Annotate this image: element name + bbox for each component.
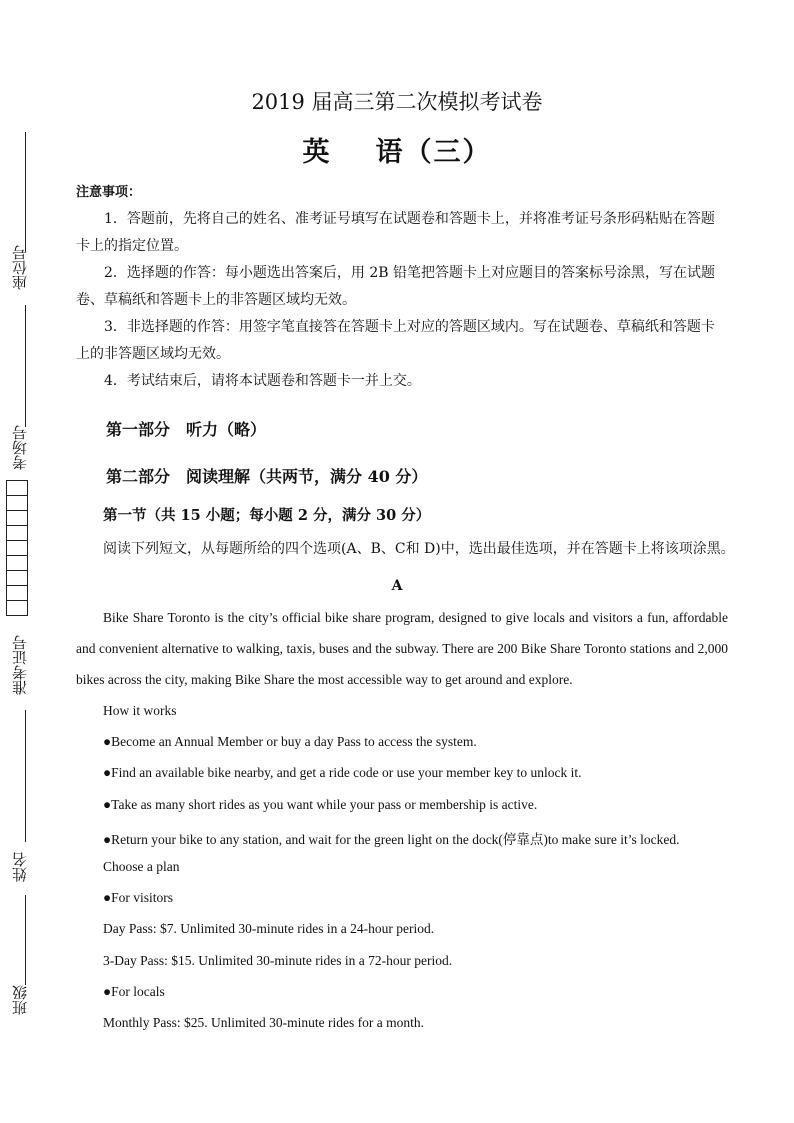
passage-line: ●Take as many short rides as you want while your pass or membership is active. xyxy=(103,797,538,812)
passage-line: 3-Day Pass: $15. Unlimited 30-minute rides in a 72-hour period. xyxy=(103,953,453,968)
margin-line-ticket xyxy=(25,710,26,842)
margin-line-seat xyxy=(25,305,26,427)
margin-line-name xyxy=(25,895,26,985)
class-label: 班级 xyxy=(11,985,29,1015)
passage-line: ●Return your bike to any station, and wait for the green light on the dock(停靠点)to make sure it’s locked. xyxy=(103,832,680,847)
passage-line: Monthly Pass: $25. Unlimited 30-minute rides for a month. xyxy=(103,1015,424,1030)
passage-line: ●For locals xyxy=(103,984,165,999)
passage-line: Choose a plan xyxy=(103,859,180,874)
ticket-number-grid xyxy=(6,480,28,616)
part-one-heading: 第一部分 听力（略） xyxy=(106,420,267,439)
passage-line: ●Find an available bike nearby, and get a ride code or use your member key to unlock it. xyxy=(103,765,582,780)
passage-line: ●Become an Annual Member or buy a day Pass to access the system. xyxy=(103,734,477,749)
seat-number-label: 座位号 xyxy=(11,245,29,290)
name-label: 姓名 xyxy=(11,852,29,882)
ticket-number-label: 准考证号 xyxy=(11,635,29,695)
notice-item: 4．考试结束后，请将本试题卷和答题卡一并上交。 xyxy=(104,373,421,389)
subject-rest: 语（三） xyxy=(375,137,492,168)
exam-room-label: 考场号 xyxy=(11,425,29,470)
passage-intro: Bike Share Toronto is the city’s official bike share program, designed to give locals and visitors a fun, affordable and convenient alternative to walking, taxis, buses and the subway. There are 200 Bike Share Toronto stations and 2,000 bikes across the city, making Bike Share the most accessible way to get around and explore. xyxy=(76,610,728,687)
passage-line: Day Pass: $7. Unlimited 30-minute rides in a 24-hour period. xyxy=(103,921,435,936)
notice-list xyxy=(76,206,728,395)
subject-first-char: 英 xyxy=(302,137,332,168)
exam-title: 2019 届高三第二次模拟考试卷 xyxy=(251,90,543,114)
passage-label: A xyxy=(391,578,403,594)
notice-heading: 注意事项： xyxy=(76,185,142,200)
notice-item: 2．选择题的作答：每小题选出答案后，用 2B 铅笔把答题卡上对应题目的答案标号涂黑，写在试题卷、草稿纸和答题卡上的非答题区域均无效。 xyxy=(76,265,716,308)
section-one-heading: 第一节（共 15 小题；每小题 2 分，满分 30 分） xyxy=(103,507,431,524)
subject-title xyxy=(0,130,794,169)
notice-item: 3．非选择题的作答：用签字笔直接答在答题卡上对应的答题区域内。写在试题卷、草稿纸和答题卡上的非答题区域均无效。 xyxy=(76,319,715,362)
passage-line: ●For visitors xyxy=(103,890,174,905)
passage-line: How it works xyxy=(103,703,177,718)
part-two-heading: 第二部分 阅读理解（共两节，满分 40 分） xyxy=(106,467,428,486)
reading-instruction: 阅读下列短文，从每题所给的四个选项(A、B、C和 D)中，选出最佳选项，并在答题卡上将该项涂黑。 xyxy=(103,541,735,557)
notice-item: 1．答题前，先将自己的姓名、准考证号填写在试题卷和答题卡上，并将准考证号条形码粘贴在答题卡上的指定位置。 xyxy=(76,211,715,254)
